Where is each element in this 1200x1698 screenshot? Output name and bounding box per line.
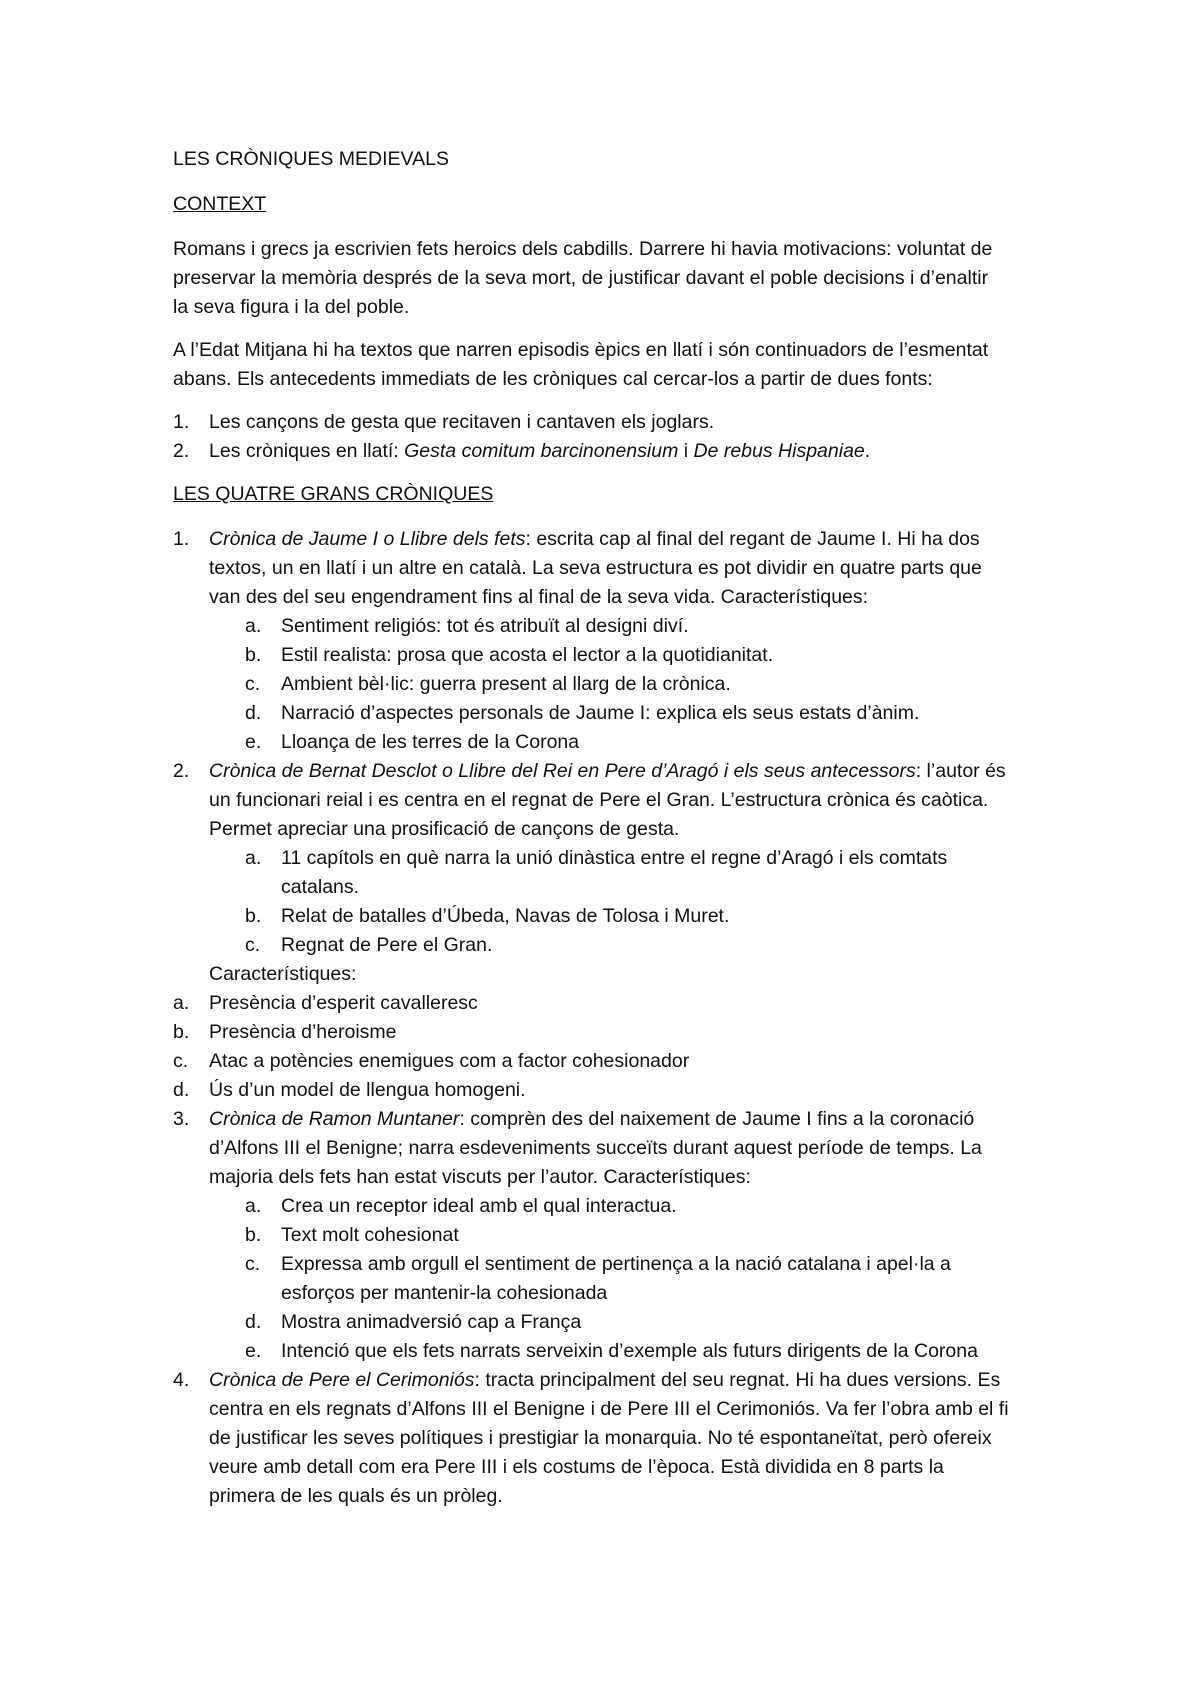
chronicle-title: Crònica de Ramon Muntaner	[209, 1108, 460, 1130]
sub-text: Narració d’aspectes personals de Jaume I: explica els seus estats d’ànim.	[281, 702, 920, 724]
sub-marker: a.	[245, 615, 262, 637]
context-paragraph-2	[173, 336, 1043, 394]
chronicle-item-3	[173, 1105, 1043, 1192]
sub-text: Expressa amb orgull el sentiment de pertinença a la nació catalana i apel·la a	[281, 1253, 951, 1275]
sub-text: 11 capítols en què narra la unió dinàstica entre el regne d’Aragó i els comtats	[281, 847, 948, 869]
sub-text: Lloança de les terres de la Corona	[281, 731, 580, 753]
sub-marker: c.	[173, 1050, 189, 1072]
chronicle-item-1	[173, 525, 1043, 612]
text-line: veure amb detall com era Pere III i els costums de l’època. Està dividida en 8 parts la	[209, 1456, 944, 1478]
context-heading: CONTEXT	[173, 193, 267, 215]
sub-item	[173, 902, 1043, 931]
text-span: : tracta principalment del seu regnat. Hi ha dues versions. Es	[474, 1369, 1001, 1391]
sub-text: Presència d’esperit cavalleresc	[209, 992, 478, 1014]
sub-marker: a.	[173, 992, 190, 1014]
chronicle-item-2	[173, 757, 1043, 844]
sub-text: Mostra animadversió cap a França	[281, 1311, 582, 1333]
chronicle-item-4	[173, 1366, 1043, 1511]
sub-marker: a.	[245, 847, 262, 869]
italic-title: De rebus Hispaniae	[693, 440, 865, 462]
sub-marker: c.	[245, 673, 261, 695]
text-line: de justificar les seves polítiques i prestigiar la monarquia. No té espontaneïtat, però ofereix	[209, 1427, 992, 1449]
text-line: preservar la memòria després de la seva mort, de justificar davant el poble decisions i d’enaltir	[173, 267, 989, 289]
sub-marker: b.	[245, 644, 262, 666]
sub-item	[173, 1047, 1043, 1076]
sub-text: Regnat de Pere el Gran.	[281, 934, 493, 956]
document-page	[173, 145, 1043, 1511]
sub-text-continuation: catalans.	[281, 876, 360, 898]
sub-marker: e.	[245, 1340, 262, 1362]
italic-title: Gesta comitum barcinonensium	[404, 440, 679, 462]
text-line	[209, 525, 1043, 554]
text-line: A l’Edat Mitjana hi ha textos que narren episodis èpics en llatí i són continuadors de l’esmentat	[173, 339, 989, 361]
list-item	[173, 408, 1043, 437]
text-line: un funcionari reial i es centra en el regnat de Pere el Gran. L’estructura crònica és caòtica.	[209, 789, 989, 811]
text-line: primera de les quals és un pròleg.	[209, 1485, 503, 1507]
sub-text: Estil realista: prosa que acosta el lector a la quotidianitat.	[281, 644, 774, 666]
text-line: la seva figura i la del poble.	[173, 296, 410, 318]
sub-item	[173, 989, 1043, 1018]
sub-text: Atac a potències enemigues com a factor cohesionador	[209, 1050, 690, 1072]
sub-text: Ambient bèl·lic: guerra present al llarg de la crònica.	[281, 673, 731, 695]
list-marker: 2.	[173, 440, 190, 462]
sub-item	[173, 1221, 1043, 1250]
text-line: Romans i grecs ja escrivien fets heroics dels cabdills. Darrere hi havia motivacions: voluntat de	[173, 238, 993, 260]
list-marker: 1.	[173, 411, 190, 433]
sub-item	[173, 1192, 1043, 1221]
sub-item	[173, 931, 1043, 960]
sub-text: Intenció que els fets narrats serveixin d’exemple als futurs dirigents de la Corona	[281, 1340, 978, 1362]
text-span: : comprèn des del naixement de Jaume I fins a la coronació	[459, 1108, 975, 1130]
sub-marker: d.	[245, 1311, 262, 1333]
list-marker: 3.	[173, 1108, 190, 1130]
list-item-mid: i	[678, 440, 694, 462]
text-line: Permet apreciar una prosificació de cançons de gesta.	[209, 818, 680, 840]
sub-item	[173, 844, 1043, 902]
text-line: centra en els regnats d’Alfons III el Benigne i de Pere III el Cerimoniós. Va fer l’obra amb el fi	[209, 1398, 1009, 1420]
sub-item	[173, 1308, 1043, 1337]
quatre-heading: LES QUATRE GRANS CRÒNIQUES	[173, 483, 494, 505]
text-line: textos, un en llatí i un altre en català. La seva estructura es pot dividir en quatre parts que	[209, 557, 982, 579]
sub-marker: d.	[173, 1079, 190, 1101]
sub-item	[173, 1337, 1043, 1366]
sub-item	[173, 1250, 1043, 1308]
text-line: d’Alfons III el Benigne; narra esdeveniments succeïts durant aquest període de temps. La	[209, 1137, 982, 1159]
list-marker: 4.	[173, 1369, 190, 1391]
text-line	[209, 757, 1043, 786]
sub-text: Sentiment religiós: tot és atribuït al designi diví.	[281, 615, 689, 637]
sub-marker: d.	[245, 702, 262, 724]
sub-marker: b.	[245, 905, 262, 927]
sources-list	[173, 408, 1043, 466]
sub-item	[173, 728, 1043, 757]
list-item-prefix: Les cròniques en llatí:	[209, 440, 405, 462]
sub-text-continuation: esforços per mantenir-la cohesionada	[281, 1282, 608, 1304]
chronicle-title: Crònica de Bernat Desclot o Llibre del Rei en Pere d’Aragó i els seus antecessors	[209, 760, 916, 782]
sub-marker: b.	[245, 1224, 262, 1246]
sub-item	[173, 612, 1043, 641]
text-line: abans. Els antecedents immediats de les cròniques cal cercar-los a partir de dues fonts:	[173, 368, 933, 390]
sub-text: Crea un receptor ideal amb el qual interactua.	[281, 1195, 677, 1217]
context-paragraph-1	[173, 235, 1043, 322]
text-line: majoria dels fets han estat viscuts per l’autor. Característiques:	[209, 1166, 751, 1188]
sub-text: Text molt cohesionat	[281, 1224, 459, 1246]
chronicle-title: Crònica de Jaume I o Llibre dels fets	[209, 528, 526, 550]
chronicles-list	[173, 525, 1043, 1511]
document-title: LES CRÒNIQUES MEDIEVALS	[173, 148, 449, 170]
text-line	[209, 1105, 1043, 1134]
chronicle-title: Crònica de Pere el Cerimoniós	[209, 1369, 475, 1391]
characteristics-label: Característiques:	[209, 963, 357, 985]
list-item	[173, 437, 1043, 466]
sub-marker: c.	[245, 1253, 261, 1275]
sub-item	[173, 699, 1043, 728]
list-item-suffix: .	[864, 440, 871, 462]
sub-text: Ús d’un model de llengua homogeni.	[209, 1079, 526, 1101]
list-marker: 2.	[173, 760, 190, 782]
sub-marker: e.	[245, 731, 262, 753]
sub-item	[173, 641, 1043, 670]
sub-item	[173, 1076, 1043, 1105]
sub-marker: c.	[245, 934, 261, 956]
list-item-text: Les cançons de gesta que recitaven i cantaven els joglars.	[209, 411, 715, 433]
text-span: : escrita cap al final del regant de Jaume I. Hi ha dos	[525, 528, 980, 550]
sub-marker: b.	[173, 1021, 190, 1043]
text-span: : l’autor és	[915, 760, 1006, 782]
list-marker: 1.	[173, 528, 190, 550]
sub-text: Relat de batalles d’Úbeda, Navas de Tolosa i Muret.	[281, 905, 730, 927]
text-line	[209, 1366, 1043, 1395]
sub-item	[173, 1018, 1043, 1047]
sub-item	[173, 670, 1043, 699]
sub-marker: a.	[245, 1195, 262, 1217]
text-line: van des del seu engendrament fins al final de la seva vida. Característiques:	[209, 586, 869, 608]
sub-text: Presència d’heroisme	[209, 1021, 397, 1043]
